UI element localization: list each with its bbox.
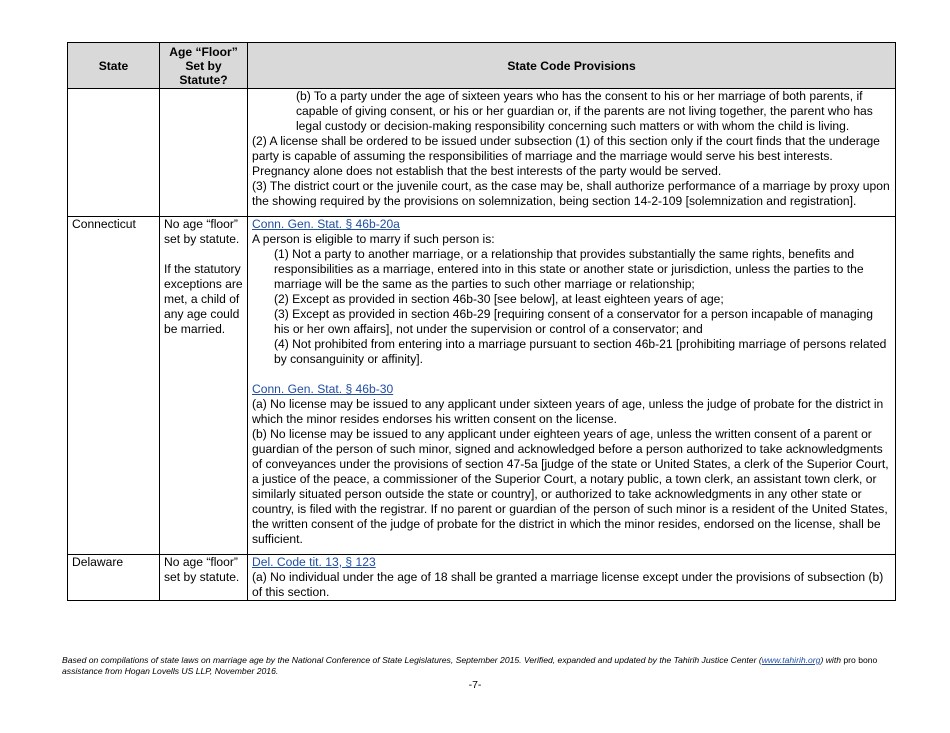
header-row xyxy=(68,43,896,89)
header-age-floor: Age “Floor” Set by Statute? xyxy=(160,43,248,89)
connecticut-floor-cell xyxy=(160,217,248,555)
connecticut-provisions-cell xyxy=(248,217,896,555)
source-footnote: Based on compilations of state laws on marriage age by the National Conference of State Legislatures, September 2015. Verified, expanded and updated by the Tahirih Justice Center (www.tahirih.org) with pro bono assistance from Hogan Lovells US LLP, November 2016. xyxy=(62,655,878,676)
page-number: -7- xyxy=(468,679,482,691)
connecticut-para-b: (b) No license may be issued to any applicant under eighteen years of age, unless the written consent of a parent or guardian of the person of such minor, signed and acknowledged before a person authorized to take acknowledgments of conveyances under the provisions of section 47-5a [judge of the state or United States, a clerk of the Superior Court, a justice of the peace, a commissioner of the Superior Court, a notary public, a town clerk, an assistant town clerk, or similarly situated person outside the state or country], or authorized to take acknowledgments in any other state or country, is filed with the registrar. If no parent or guardian of the person of such minor is a resident of the United States, the written consent of the judge of probate for the district in which the minor resides, endorsed on the license, shall be sufficient. xyxy=(252,427,889,546)
continued-state-cell xyxy=(68,89,160,217)
delaware-state: Delaware xyxy=(68,555,160,601)
connecticut-item: (4) Not prohibited from entering into a marriage pursuant to section 46b-21 [prohibiting marriage of persons related by consanguinity or affinity]. xyxy=(274,337,887,366)
connecticut-intro: A person is eligible to marry if such person is: xyxy=(252,232,495,246)
tahirih-link[interactable]: www.tahirih.org xyxy=(761,655,821,665)
marriage-age-table xyxy=(67,42,896,601)
citation-link-46b-30[interactable]: Conn. Gen. Stat. § 46b-30 xyxy=(252,382,394,396)
continued-provisions-cell xyxy=(248,89,896,217)
connecticut-floor-note: No age “floor” set by statute. xyxy=(164,217,240,246)
connecticut-item: (3) Except as provided in section 46b-29 [requiring consent of a conservator for a person incapable of managing his or her own affairs], not under the supervision or control of a conservator; and xyxy=(274,307,873,336)
table-row-continued xyxy=(68,89,896,217)
connecticut-item: (1) Not a party to another marriage, or a relationship that provides substantially the same rights, benefits and responsibilities as a marriage, entered into in this state or another state or jurisdiction, unless the parties to the marriage will be the same as the parties to such other marriage or relationship; xyxy=(274,247,864,291)
continued-line: (3) The district court or the juvenile court, as the case may be, shall authorize performance of a marriage by proxy upon the showing required by the provisions on solemnization, being section 14-2-109 [solemnization and registration]. xyxy=(252,179,890,208)
connecticut-item: (2) Except as provided in section 46b-30 [see below], at least eighteen years of age; xyxy=(274,292,724,306)
continued-line: (b) To a party under the age of sixteen years who has the consent to his or her marriage of both parents, if capable of giving consent, or his or her guardian or, if the parents are not living together, the parent who has legal custody or decision-making responsibility concerning such matters or with whom the child is living. xyxy=(296,89,873,133)
continued-floor-cell xyxy=(160,89,248,217)
table-row-delaware xyxy=(68,555,896,601)
connecticut-para-a: (a) No license may be issued to any applicant under sixteen years of age, unless the judge of probate for the district in which the minor resides endorses his written consent on the license. xyxy=(252,397,884,426)
delaware-floor-note: No age “floor” set by statute. xyxy=(160,555,248,601)
continued-line: (2) A license shall be ordered to be issued under subsection (1) of this section only if the court finds that the underage party is capable of assuming the responsibilities of marriage and the marriage would serve his best interests. Pregnancy alone does not establish that the best interests of the party would be served. xyxy=(252,134,880,178)
delaware-para-a: (a) No individual under the age of 18 shall be granted a marriage license except under the provisions of subsection (b) of this section. xyxy=(252,570,884,599)
table-row-connecticut xyxy=(68,217,896,555)
header-provisions: State Code Provisions xyxy=(248,43,896,89)
citation-link-del-123[interactable]: Del. Code tit. 13, § 123 xyxy=(252,555,376,569)
citation-link-46b-20a[interactable]: Conn. Gen. Stat. § 46b-20a xyxy=(252,217,400,231)
connecticut-state: Connecticut xyxy=(68,217,160,555)
header-state: State xyxy=(68,43,160,89)
delaware-provisions-cell xyxy=(248,555,896,601)
connecticut-floor-exception: If the statutory exceptions are met, a child of any age could be married. xyxy=(164,262,243,336)
